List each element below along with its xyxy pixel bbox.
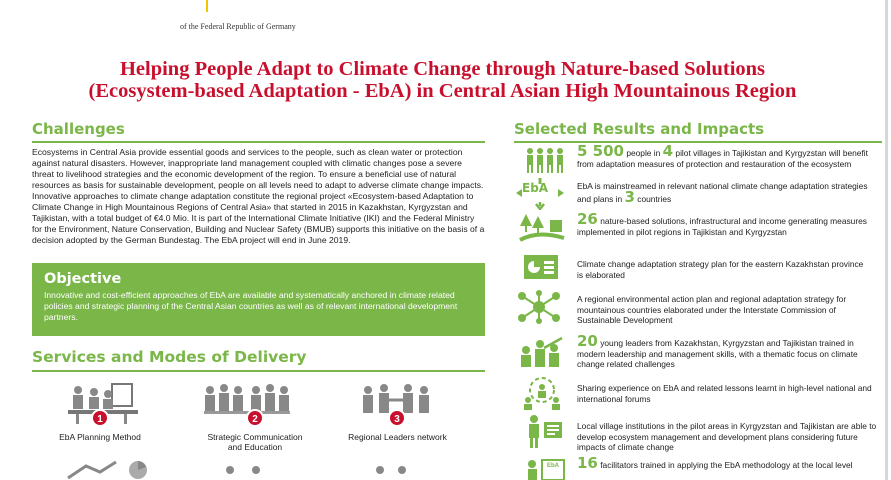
service-label-2-line2: and Education <box>227 442 283 452</box>
growth-chart-icon <box>66 458 156 480</box>
young-leaders-icon <box>518 336 564 368</box>
result-1-number: 5 500 <box>577 142 624 160</box>
villagers-icon <box>522 146 566 176</box>
result-6 <box>577 332 877 370</box>
challenges-text: Ecosystems in Central Asia provide essential goods and services to the people, such as clean water or protection against natural disasters. However, inappropriate land management coupled with climatic changes pose a severe threat to livelihood strategies and the economic development of the region. To ensure a beneficial use of natural resources as basis for sustainable development, people on all levels need to adapt to adverse climate change impacts. Innovative approaches to climate change adaptation constitute the regional project «Ecosystem-based Adaptation to Climate Change in High Mountainous Regions of Central Asia» that started in 2015 in Kazakhstan, Kyrgyzstan and Tajikistan, with a total budget of €4.0 Mio. It is part of the International Climate Initiative (IKI) and the Federal Ministry for the Environment, Nature Conservation, Building and Nuclear Safety (BMUB) supports this initiative on the basis of a decision adopted by the German Bundestag. The EbA project will end in June 2019. <box>32 147 485 245</box>
result-8-text-c: impacts of climate change <box>577 442 674 452</box>
result-7 <box>577 383 877 404</box>
result-2-text-a: EbA is mainstreamed in relevant national climate change adaptation strategies <box>577 181 868 191</box>
services-heading: Services and Modes of Delivery <box>32 348 307 366</box>
result-8-text-a: Local village institutions in the pilot areas in Kyrgyzstan and Tajikistan are able to <box>577 421 877 431</box>
result-7-text-b: international forums <box>577 393 651 404</box>
result-9-text-a: facilitators trained in applying the EbA methodology at the local level <box>600 460 853 470</box>
service-label-3: Regional Leaders network <box>348 432 447 442</box>
result-5 <box>577 294 877 326</box>
result-5-text-c: Sustainable Development <box>577 315 673 325</box>
challenges-divider <box>32 141 485 143</box>
service-badge-3: 3 <box>388 409 406 427</box>
result-3 <box>577 210 877 237</box>
facilitators-eba-tag: EbA <box>547 463 559 469</box>
nature-solutions-icon <box>518 212 566 244</box>
result-2-text-b: and plans in <box>577 193 623 204</box>
results-divider <box>514 141 882 143</box>
result-6-text-b: modern leadership and management skills, with a thematic focus on climate <box>577 348 858 359</box>
result-1-text-a: people in <box>626 148 661 158</box>
page-edge <box>885 0 888 480</box>
eba-tag-label: EbA <box>522 181 549 195</box>
result-2-number: 3 <box>624 187 635 206</box>
objective-heading: Objective <box>44 271 122 287</box>
result-8 <box>577 421 881 453</box>
result-1-number-2: 4 <box>662 142 674 160</box>
service-label-2 <box>190 432 320 452</box>
page-title <box>0 58 885 102</box>
result-2-text-c: countries <box>637 193 672 204</box>
result-6-number: 20 <box>577 332 598 350</box>
ministry-line: of the Federal Republic of Germany <box>180 22 296 31</box>
result-9-number: 16 <box>577 454 598 472</box>
result-2 <box>577 181 877 204</box>
result-1 <box>577 142 877 169</box>
service-badge-2: 2 <box>246 409 264 427</box>
sharing-experience-icon <box>522 376 562 410</box>
network-partial-icon <box>360 462 420 480</box>
result-4-text-b: is elaborated <box>577 269 625 280</box>
challenges-heading: Challenges <box>32 120 125 138</box>
regional-network-icon <box>516 290 562 324</box>
result-8-text-b: develop ecosystem management and development plans considering future <box>577 431 858 442</box>
result-4 <box>577 259 877 280</box>
result-4-text-a: Climate change adaptation strategy plan for the eastern Kazakhstan province <box>577 259 864 269</box>
results-heading: Selected Results and Impacts <box>514 120 765 138</box>
result-5-text-b: mountainous countries elaborated under the Interstate Commission of <box>577 304 836 315</box>
result-1-text-c: from adaptation measures of protection and restauration of the ecosystem <box>577 158 852 169</box>
result-6-text-a: young leaders from Kazakhstan, Kyrgyzstan and Tajikistan trained in <box>600 338 854 348</box>
result-1-text-b: pilot villages in Tajikistan and Kyrgyzstan will benefit <box>675 148 868 158</box>
result-3-text-b: implemented in pilot regions in Tajikistan and Kyrgyzstan <box>577 226 787 237</box>
title-line-2: (Ecosystem-based Adaptation - EbA) in Central Asian High Mountainous Region <box>88 80 797 102</box>
village-institutions-icon <box>526 414 564 450</box>
people-partial-icon <box>216 462 276 480</box>
facilitators-icon <box>526 458 566 480</box>
objective-text: Innovative and cost-efficient approaches of EbA are available and systematically anchored in climate related policies and strategic planning of the Central Asian countries as well as of relevant international development partners. <box>44 290 458 322</box>
result-3-text-a: nature-based solutions, infrastructural and income generating measures <box>600 216 867 226</box>
title-line-1: Helping People Adapt to Climate Change through Nature-based Solutions <box>119 58 766 80</box>
result-5-text-a: A regional environmental action plan and regional adaptation strategy for <box>577 294 847 304</box>
service-label-2-line1: Strategic Communication <box>207 432 303 442</box>
strategy-plan-icon <box>523 254 559 280</box>
services-divider <box>32 370 485 372</box>
result-3-number: 26 <box>577 210 598 228</box>
result-6-text-c: change related challenges <box>577 359 675 369</box>
objective-box <box>32 263 485 336</box>
service-label-1: EbA Planning Method <box>59 432 141 442</box>
result-7-text-a: Sharing experience on EbA and related lessons learnt in high-level national and <box>577 383 872 393</box>
service-badge-1: 1 <box>91 409 109 427</box>
header-accent-bar <box>206 0 208 12</box>
result-9 <box>577 454 877 472</box>
